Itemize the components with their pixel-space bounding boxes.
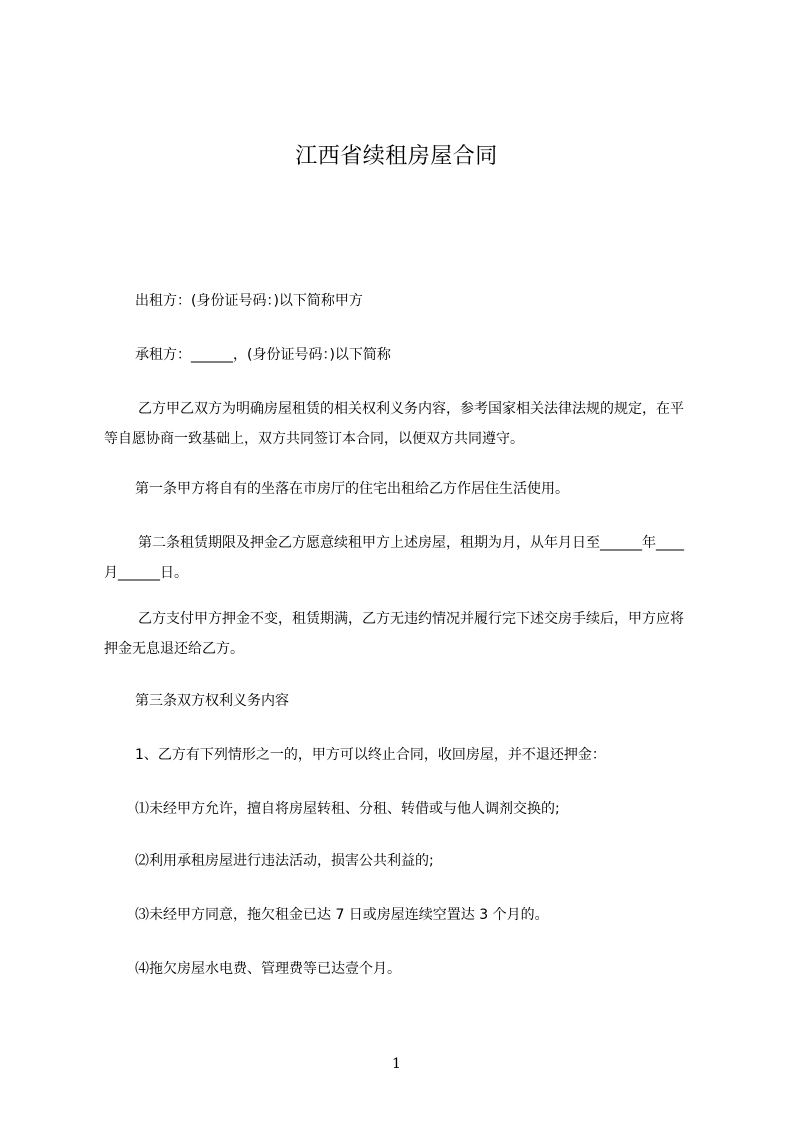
clause-1-item-4: ⑷拖欠房屋水电费、管理费等已达壹个月。 (135, 961, 401, 977)
article-three-heading: 第三条双方权利义务内容 (135, 693, 289, 709)
page-number: 1 (392, 1056, 401, 1072)
clause-1-item-3: ⑶未经甲方同意，拖欠租金已达 7 日或房屋连续空置达 3 个月的。 (135, 907, 549, 923)
lessee-line: 承租方：______，(身份证号码：)以下简称 (135, 347, 391, 363)
clause-1-item-1: ⑴未经甲方允许，擅自将房屋转租、分租、转借或与他人调剂交换的; (135, 801, 560, 817)
article-one-paragraph: 第一条甲方将自有的坐落在市房厅的住宅出租给乙方作居住生活使用。 (135, 481, 569, 497)
lessor-line: 出租方：(身份证号码：)以下简称甲方 (135, 293, 363, 309)
clause-1-paragraph: 1、乙方有下列情形之一的，甲方可以终止合同，收回房屋，并不退还押金： (135, 747, 606, 763)
article-two-paragraph: 第二条租赁期限及押金乙方愿意续租甲方上述房屋，租期为月，从年月日至______年____月______日。 (104, 535, 684, 581)
clause-1-item-2: ⑵利用承租房屋进行违法活动，损害公共利益的; (135, 853, 434, 869)
document-title: 江西省续租房屋合同 (295, 144, 498, 169)
preamble-paragraph: 乙方甲乙双方为明确房屋租赁的相关权利义务内容，参考国家相关法律法规的规定，在平等自愿协商一致基础上，双方共同签订本合同，以便双方共同遵守。 (104, 401, 684, 447)
deposit-paragraph: 乙方支付甲方押金不变，租赁期满，乙方无违约情况并履行完下述交房手续后，甲方应将押金无息退还给乙方。 (104, 611, 684, 657)
